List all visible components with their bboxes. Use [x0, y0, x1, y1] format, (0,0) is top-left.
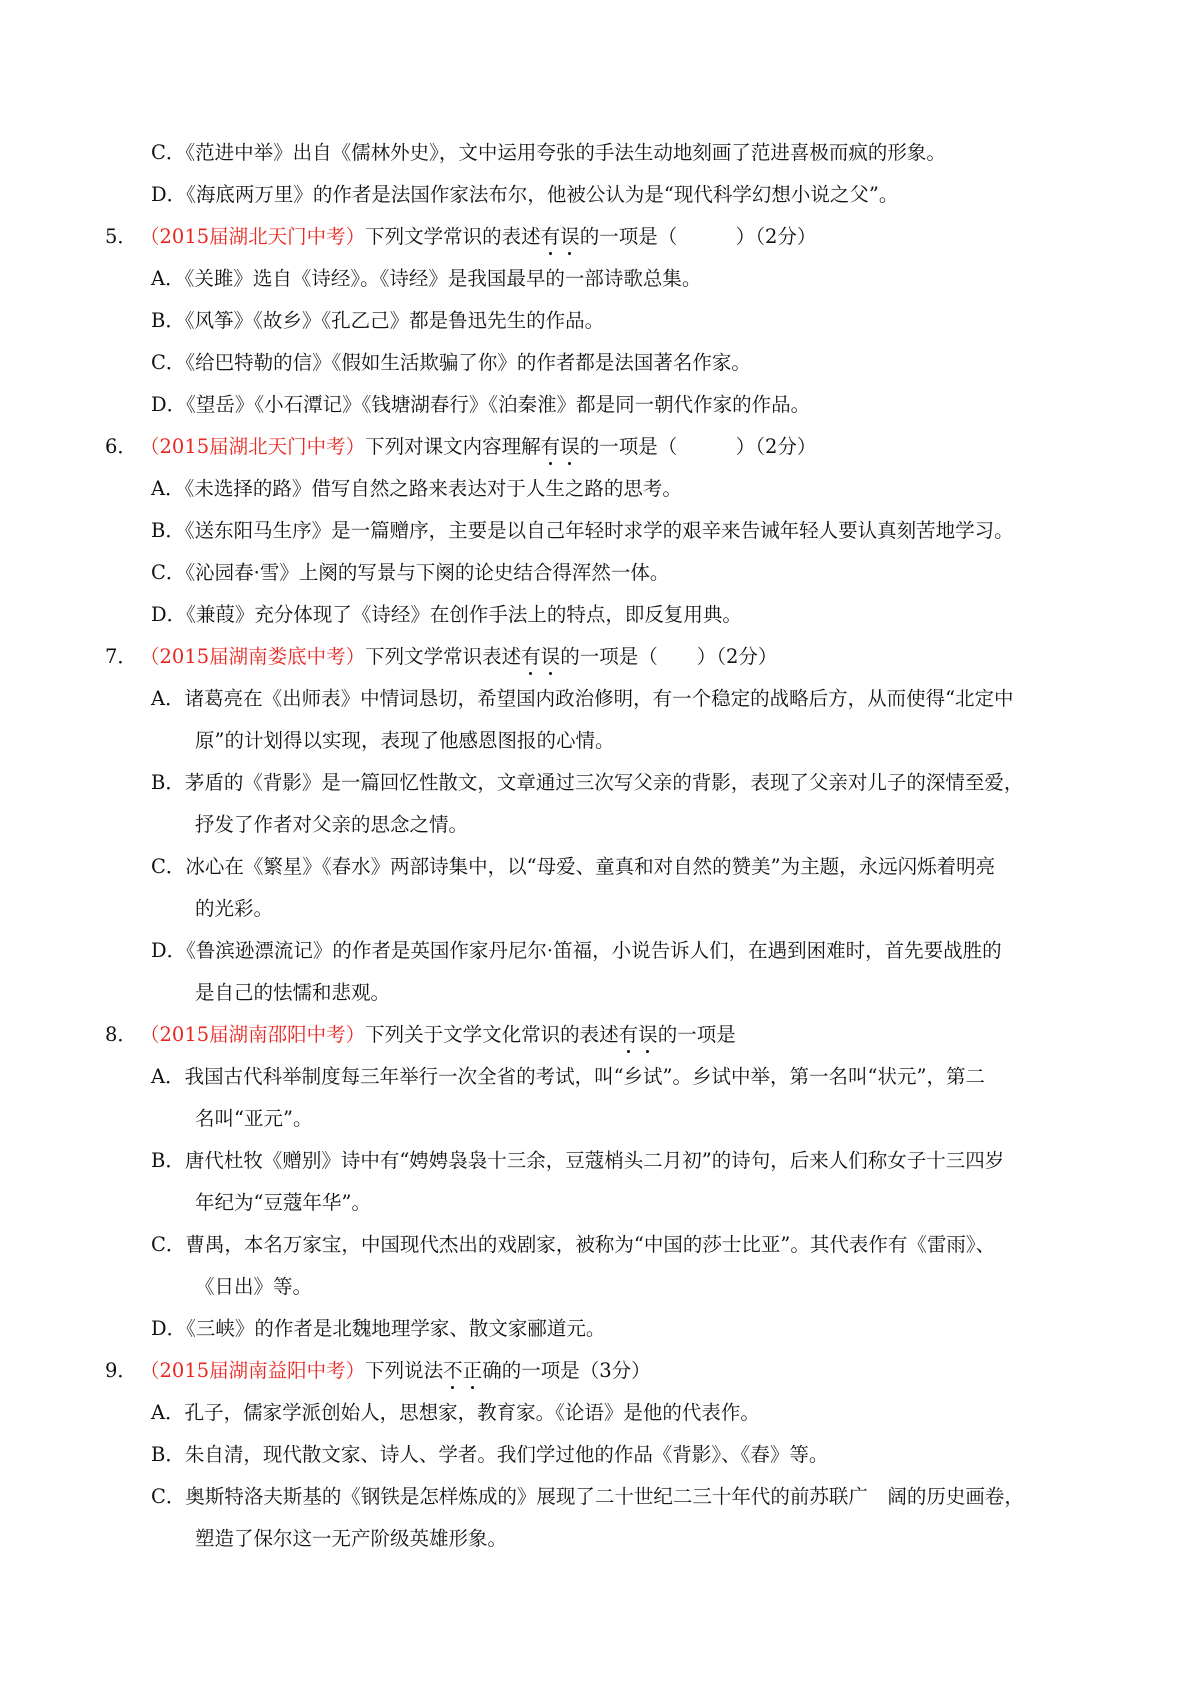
answer-option: B．朱自清，现代散文家、诗人、学者。我们学过他的作品《背影》、《春》等。	[151, 1443, 829, 1466]
answer-option: B．唐代杜牧《赠别》诗中有“娉娉袅袅十三余，豆蔻梢头二月初”的诗句，后来人们称女子十三四岁	[151, 1149, 1005, 1172]
question-text: 下列文学常识表述	[365, 645, 522, 668]
emphasis-dotted-text: 不正	[443, 1359, 483, 1382]
emphasis-dotted-text: 有误	[540, 225, 580, 248]
answer-option: D．《望岳》《小石潭记》《钱塘湖春行》《泊秦淮》都是同一朝代作家的作品。	[151, 393, 811, 416]
answer-option: C．曹禺，本名万家宝，中国现代杰出的戏剧家，被称为“中国的莎士比亚”。其代表作有《雷雨》、	[151, 1233, 996, 1256]
question-stem	[105, 1356, 1115, 1398]
question-text-tail: 的一项是（ ）（2分）	[579, 225, 817, 248]
question-text-tail: 的一项是（ ）（2分）	[579, 435, 817, 458]
question-stem	[105, 1020, 1115, 1062]
answer-option: A．孔子，儒家学派创始人，思想家，教育家。《论语》是他的代表作。	[151, 1401, 760, 1424]
question-stem	[105, 432, 1115, 474]
answer-option-continuation: 原”的计划得以实现，表现了他感恩图报的心情。	[195, 729, 615, 752]
question-text-tail: 确的一项是（3分）	[482, 1359, 651, 1382]
question-number: 9．	[105, 1359, 137, 1382]
question-source: （2015届湖北天门中考）	[140, 435, 366, 458]
question-source: （2015届湖南娄底中考）	[140, 645, 366, 668]
emphasis-dotted-text: 有误	[521, 645, 561, 668]
answer-option: C．《给巴特勒的信》《假如生活欺骗了你》的作者都是法国著名作家。	[151, 351, 751, 374]
answer-option: C．奥斯特洛夫斯基的《钢铁是怎样炼成的》展现了二十世纪二三十年代的前苏联广 阔的历史画卷，	[151, 1485, 1024, 1508]
answer-option: A．诸葛亮在《出师表》中情词恳切，希望国内政治修明，有一个稳定的战略后方，从而使得“北定中	[151, 687, 1014, 710]
answer-option: A．《未选择的路》借写自然之路来表达对于人生之路的思考。	[151, 477, 682, 500]
answer-option: C．《范进中举》出自《儒林外史》，文中运用夸张的手法生动地刻画了范进喜极而疯的形象。	[151, 141, 946, 164]
answer-option-continuation: 塑造了保尔这一无产阶级英雄形象。	[195, 1527, 508, 1550]
question-stem	[105, 642, 1115, 684]
answer-option-continuation: 《日出》等。	[195, 1275, 313, 1298]
emphasis-dotted-text: 有误	[618, 1023, 658, 1046]
question-stem	[105, 222, 1115, 264]
question-text-tail: 的一项是	[657, 1023, 736, 1046]
question-source: （2015届湖南益阳中考）	[140, 1359, 366, 1382]
question-text-tail: 的一项是（ ）（2分）	[560, 645, 778, 668]
answer-option: B．《风筝》《故乡》《孔乙己》都是鲁迅先生的作品。	[151, 309, 605, 332]
answer-option-continuation: 是自己的怯懦和悲观。	[195, 981, 391, 1004]
question-number: 6．	[105, 435, 137, 458]
answer-option: B．《送东阳马生序》是一篇赠序，主要是以自己年轻时求学的艰辛来告诫年轻人要认真刻苦地学习。	[151, 519, 1014, 542]
answer-option: B．茅盾的《背影》是一篇回忆性散文，文章通过三次写父亲的背影，表现了父亲对儿子的深情至爱，	[151, 771, 1024, 794]
question-number: 8．	[105, 1023, 137, 1046]
answer-option: D．《三峡》的作者是北魏地理学家、散文家郦道元。	[151, 1317, 606, 1340]
answer-option: A．我国古代科举制度每三年举行一次全省的考试，叫“乡试”。乡试中举，第一名叫“状元”，第二	[151, 1065, 985, 1088]
answer-option: D．《海底两万里》的作者是法国作家法布尔，他被公认为是“现代科学幻想小说之父”。	[151, 183, 899, 206]
answer-option: D．《兼葭》充分体现了《诗经》在创作手法上的特点，即反复用典。	[151, 603, 742, 626]
question-number: 5．	[105, 225, 137, 248]
answer-option-continuation: 抒发了作者对父亲的思念之情。	[195, 813, 469, 836]
answer-option: C．冰心在《繁星》《春水》两部诗集中，以“母爱、童真和对自然的赞美”为主题，永远闪烁着明亮	[151, 855, 996, 878]
question-source: （2015届湖北天门中考）	[140, 225, 366, 248]
question-list	[105, 138, 1115, 1566]
answer-option-continuation: 名叫“亚元”。	[195, 1107, 313, 1130]
answer-option: D．《鲁滨逊漂流记》的作者是英国作家丹尼尔·笛福，小说告诉人们，在遇到困难时，首先要战胜的	[151, 939, 1002, 962]
question-text: 下列关于文学文化常识的表述	[365, 1023, 619, 1046]
answer-option: C．《沁园春·雪》上阕的写景与下阕的论史结合得浑然一体。	[151, 561, 670, 584]
question-text: 下列对课文内容理解	[365, 435, 541, 458]
answer-option-continuation: 的光彩。	[195, 897, 274, 920]
question-text: 下列文学常识的表述	[365, 225, 541, 248]
answer-option-continuation: 年纪为“豆蔻年华”。	[195, 1191, 371, 1214]
question-number: 7．	[105, 645, 137, 668]
question-text: 下列说法	[365, 1359, 444, 1382]
emphasis-dotted-text: 有误	[540, 435, 580, 458]
question-source: （2015届湖南邵阳中考）	[140, 1023, 366, 1046]
answer-option: A．《关雎》选自《诗经》。《诗经》是我国最早的一部诗歌总集。	[151, 267, 702, 290]
